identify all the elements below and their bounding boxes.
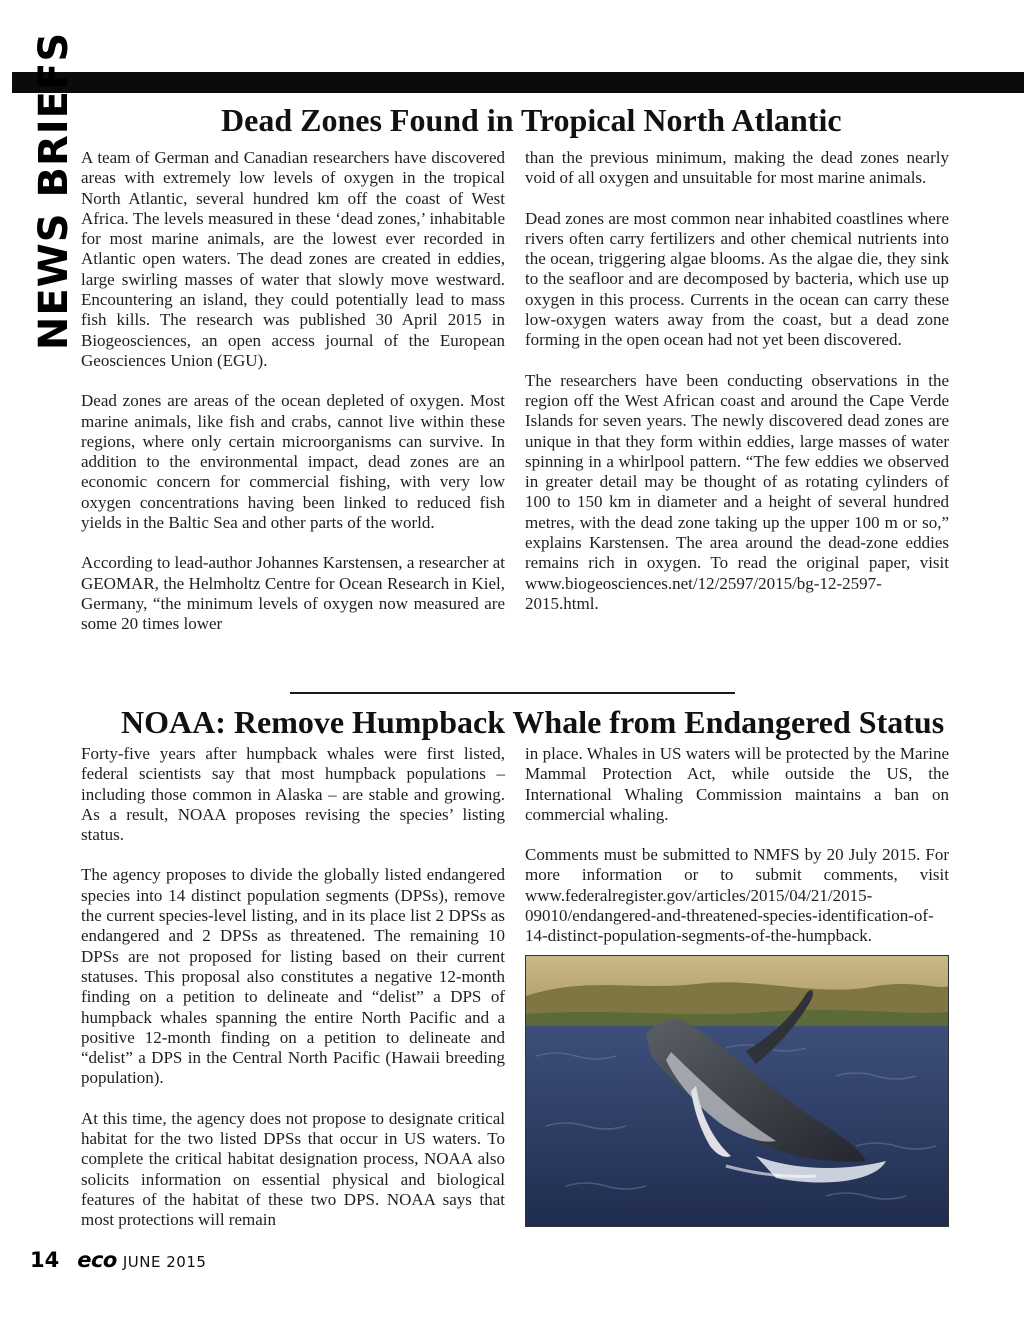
humpback-whale-photo	[525, 955, 949, 1227]
section-label-text: NEWS BRIEFS	[31, 31, 78, 351]
article2-right-column	[525, 744, 949, 947]
magazine-logo: eco	[77, 1248, 117, 1272]
article1-paragraph: Dead zones are areas of the ocean depleted of oxygen. Most marine animals, like fish and crabs, cannot live within these regions, where only certain microorganisms can survive. In addition to the environmental impact, dead zones are an economic concern for commercial fishing, with very low oxygen concentrations having been linked to reduced fish yields in the Baltic Sea and other parts of the world.	[81, 391, 505, 533]
article2-title: NOAA: Remove Humpback Whale from Endangered Status	[121, 704, 945, 740]
page-number: 14	[30, 1248, 60, 1272]
article1-paragraph: Dead zones are most common near inhabited coastlines where rivers often carry fertilizers and other chemical nutrients into the ocean, triggering algae blooms. As the algae die, they sink to the seafloor and are decomposed by bacteria, which use up oxygen in this process. Currents in the ocean can carry these low-oxygen waters away from the coast, but a dead zone forming in the open ocean had not yet been discovered.	[525, 208, 949, 350]
article-divider	[290, 692, 735, 694]
article1-title: Dead Zones Found in Tropical North Atlantic	[221, 102, 842, 138]
page-footer	[30, 1248, 206, 1274]
header-rule-notch	[0, 72, 12, 93]
article2-paragraph: in place. Whales in US waters will be protected by the Marine Mammal Protection Act, while outside the US, the International Whaling Commission maintains a ban on commercial whaling.	[525, 744, 949, 824]
article2-paragraph: Comments must be submitted to NMFS by 20 July 2015. For more information or to submit comments, visit www.federalregister.gov/articles/2015/04/21/2015-09010/endangered-and-threatened-species-identification-of-14-distinct-population-segments-of-the-humpback.	[525, 845, 949, 946]
article1-paragraph: The researchers have been conducting observations in the region off the West African coast and around the Cape Verde Islands for seven years. The newly discovered dead zones are unique in that they form within eddies, large masses of water spinning in a whirlpool pattern. “The few eddies we observed in greater detail may be thought of as rotating cylinders of 100 to 150 km in diameter and a height of several hundred metres, with the dead zone taking up the upper 100 m or so,” explains Karstensen. The area around the dead-zone eddies remains rich in oxygen. To read the original paper, visit www.biogeosciences.net/12/2597/2015/bg-12-2597-2015.html.	[525, 370, 949, 613]
article2-paragraph: The agency proposes to divide the globally listed endangered species into 14 distinct population segments (DPSs), remove the current species-level listing, and in its place list 2 DPSs as endangered and 2 DPSs as threatened. The remaining 10 DPSs are not proposed for listing based on their current statuses. This proposal also constitutes a negative 12-month finding on a petition to delineate and “delist” a DPS of humpback whales spanning the entire North Pacific and a positive 12-month finding on a petition to delineate and “delist” a DPS in the Central North Pacific (Hawaii breeding population).	[81, 865, 505, 1088]
article1-right-column	[525, 148, 949, 614]
article1-left-column	[81, 148, 505, 635]
article2-left-column	[81, 744, 505, 1231]
header-rule	[0, 72, 1024, 93]
article2-paragraph: Forty-five years after humpback whales were first listed, federal scientists say that most humpback populations – including those common in Alaska – are stable and growing. As a result, NOAA proposes revising the species’ listing status.	[81, 744, 505, 845]
article1-paragraph: A team of German and Canadian researchers have discovered areas with extremely low levels of oxygen in the tropical North Atlantic, several hundred km off the coast of West Africa. The levels measured in these ‘dead zones,’ inhabitable for most marine animals, are the lowest ever recorded in Atlantic open waters. The dead zones are created in eddies, large swirling masses of water that slowly move westward. Encountering an island, they could potentially lead to mass fish kills. The research was published 30 April 2015 in Biogeosciences, an open access journal of the European Geosciences Union (EGU).	[81, 148, 505, 370]
issue-date: JUNE 2015	[122, 1253, 207, 1271]
article2-paragraph: At this time, the agency does not propose to designate critical habitat for the two listed DPSs that occur in US waters. To complete the critical habitat designation process, NOAA also solicits information on essential physical and biological features of the habitat of these two DPS. NOAA says that most protections will remain	[81, 1108, 505, 1230]
article1-paragraph: According to lead-author Johannes Karstensen, a researcher at GEOMAR, the Helmholtz Centre for Ocean Research in Kiel, Germany, “the minimum levels of oxygen now measured are some 20 times lower	[81, 553, 505, 634]
article1-paragraph: than the previous minimum, making the dead zones nearly void of all oxygen and unsuitable for most marine animals.	[525, 148, 949, 188]
section-label	[30, 31, 78, 351]
